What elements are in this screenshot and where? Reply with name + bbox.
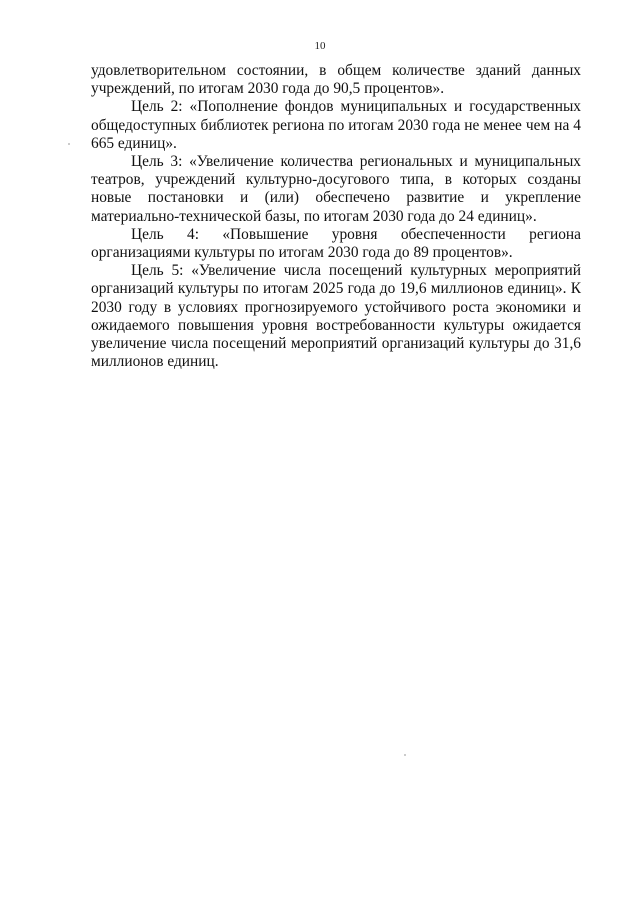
scan-speck <box>404 754 406 756</box>
scan-speck <box>68 143 70 145</box>
page-number: 10 <box>314 40 326 52</box>
document-body <box>91 62 581 371</box>
paragraph-goal-4: Цель 4: «Повышение уровня обеспеченности региона организациями культуры по итогам 2030 года до 89 процентов». <box>91 225 581 262</box>
paragraph-continuation: удовлетворительном состоянии, в общем количестве зданий данных учреждений, по итогам 2030 года до 90,5 процентов». <box>91 62 581 98</box>
paragraph-goal-2: Цель 2: «Пополнение фондов муниципальных и государственных общедоступных библиотек региона по итогам 2030 года не менее чем на 4 665 единиц». <box>91 98 581 152</box>
paragraph-goal-3: Цель 3: «Увеличение количества региональных и муниципальных театров, учреждений культурно-досугового типа, в которых созданы новые постановки и (или) обеспечено развитие и укрепление материально-технической базы, по итогам 2030 года до 24 единиц». <box>91 153 581 225</box>
paragraph-goal-5: Цель 5: «Увеличение числа посещений культурных мероприятий организаций культуры по итогам 2025 года до 19,6 миллионов единиц». К 2030 году в условиях прогнозируемого устойчивого роста экономики и ожидаемого повышения уровня востребованности культуры ожидается увеличение числа посещений мероприятий организаций культуры до 31,6 миллионов единиц. <box>91 262 581 371</box>
